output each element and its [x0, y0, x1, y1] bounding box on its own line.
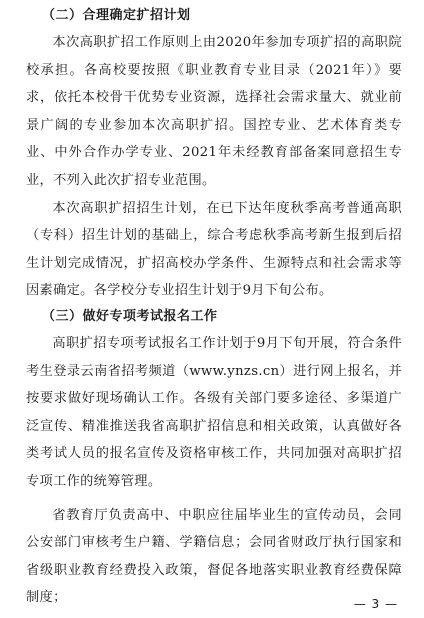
- section-heading-plan: （二）合理确定扩招计划: [42, 8, 191, 23]
- paragraph-plan-quota: 本次高职扩招招生计划，在已下达年度秋季高考普通高职（专科）招生计划的基础上，综合考虑秋季高考新生报到后招生计划完成情况，扩招高校办学条件、生源特点和社会需求等因素确定。各学校分专业招生计划于9月下旬公布。: [26, 200, 402, 299]
- paragraph-plan-scope: 本次高职扩招工作原则上由2020年参加专项扩招的高职院校承担。各高校要按照《职业教育专业目录（2021年）》要求，依托本校骨干优势专业资源，选择社会需求量大、就业前景广阔的专业参加本次高职扩招。国控专业、艺术体育类专业、中外合作办学专业、2021年未经教育部备案同意招生专业，不列入此次扩招专业范围。: [26, 35, 402, 188]
- paragraph-registration-duties: 省教育厅负责高中、中职应往届毕业生的宣传动员，会同公安部门审核考生户籍、学籍信息；会同省财政厅执行国家和省级职业教育经费投入政策，督促各地落实职业教育经费保障制度；: [26, 507, 402, 606]
- section-heading-registration: （三）做好专项考试报名工作: [42, 308, 218, 324]
- paragraph-registration-process: 高职扩招专项考试报名工作计划于9月下旬开展，符合条件考生登录云南省招考频道（www.ynzs.cn）进行网上报名，并按要求做好现场确认工作。各级有关部门要多途径、多渠道广泛宣传、精准推送我省高职扩招信息和相关政策，认真做好各类考试人员的报名宣传及资格审核工作，共同加强对高职扩招专项工作的统筹管理。: [26, 335, 402, 489]
- page-number: — 3 —: [353, 597, 398, 611]
